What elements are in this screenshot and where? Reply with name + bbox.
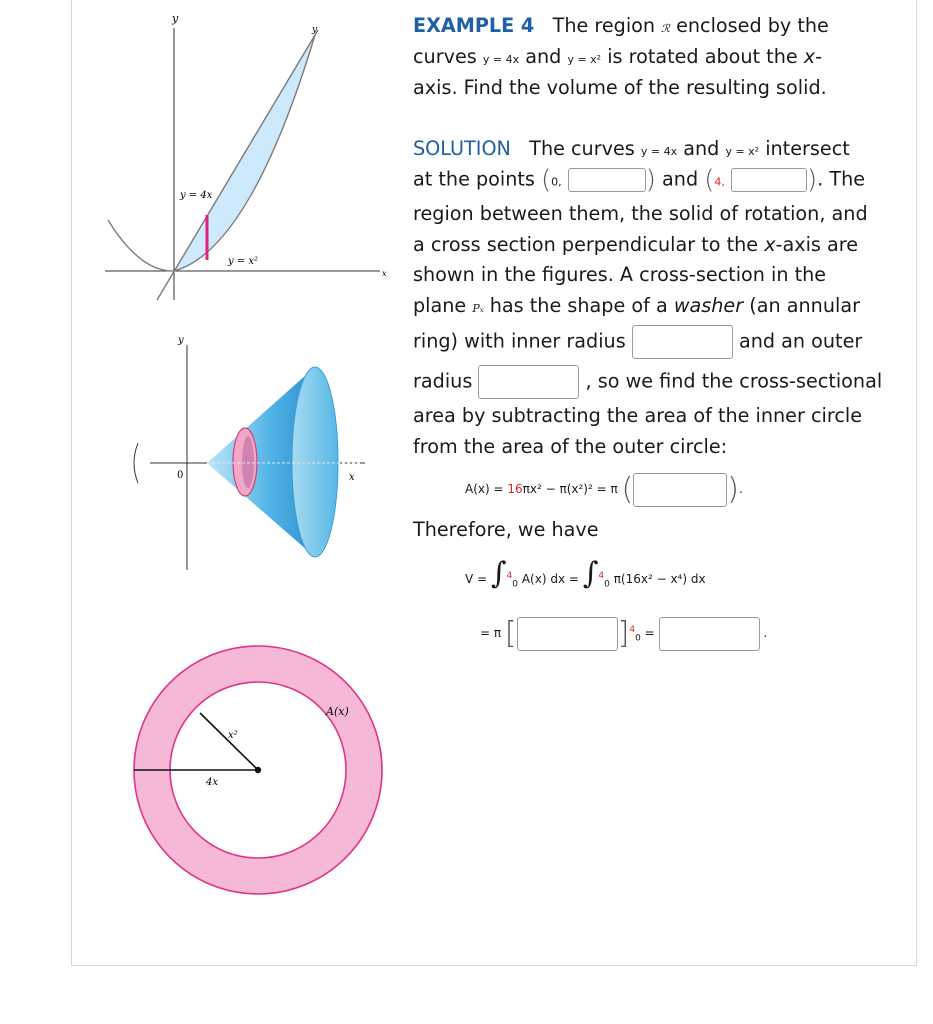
- sol-text: from the area of the outer circle:: [413, 435, 728, 458]
- point2-x: 4,: [714, 175, 725, 189]
- sol-text: intersect: [765, 137, 850, 160]
- top-tick-label: y: [312, 25, 318, 35]
- inner-radius-label: x²: [228, 730, 238, 741]
- plane-symbol: Pₓ: [472, 302, 484, 315]
- example-line-2: [413, 45, 822, 68]
- example-line-3: [413, 76, 827, 99]
- sol-text: radius: [413, 369, 473, 393]
- area-label: A(x): [326, 705, 349, 718]
- solution-line-5: [413, 263, 826, 286]
- vol-lhs: V =: [465, 572, 488, 586]
- solution-line-7: [413, 325, 862, 359]
- sol-text: area by subtracting the area of the inner circle: [413, 404, 863, 427]
- curves-word: curves: [413, 45, 477, 68]
- volume-equation: V = ∫$^4_0$ A(x) dx = ∫$^4_0$ π(16x² − x⁴) dx: [465, 556, 706, 591]
- origin-label: 0: [177, 470, 184, 481]
- sol-text: shown in the figures. A cross-section in the: [413, 263, 827, 286]
- solution-line-2: at the points (0, ) and (4, ). The: [413, 165, 866, 195]
- sol-text: region between them, the solid of rotation, and: [413, 202, 868, 225]
- solution-line-3: [413, 202, 868, 225]
- antiderivative-input[interactable]: [517, 617, 618, 651]
- sol-text: , so we find the cross-sectional: [585, 369, 883, 393]
- sol-text: at the points: [413, 167, 535, 191]
- therefore-line: [413, 518, 599, 541]
- period: .: [763, 626, 768, 640]
- eq-sign: =: [644, 626, 655, 640]
- parabola-label: y = x²: [228, 256, 259, 267]
- y-axis-label: y: [178, 335, 184, 346]
- solution-line-6: [413, 294, 860, 317]
- sol-text: . The: [817, 167, 866, 191]
- washer-word: washer: [673, 294, 744, 317]
- integrand1: A(x) dx =: [521, 572, 579, 586]
- sol-text: has the shape of a: [489, 294, 668, 317]
- point1-x: 0,: [551, 175, 562, 189]
- cone-cap: [292, 367, 338, 557]
- curve1-eq: y = 4x: [482, 53, 520, 66]
- hyphen: -: [815, 45, 823, 68]
- int-upper: 4: [598, 571, 605, 581]
- center-point: [255, 767, 261, 773]
- curve2-eq: y = x²: [725, 145, 760, 158]
- eval-lower: 0: [635, 633, 641, 644]
- point1-y-input[interactable]: [568, 168, 646, 192]
- sol-text: plane: [413, 294, 467, 317]
- area-coef: 16: [507, 482, 523, 496]
- point2-y-input[interactable]: [731, 168, 807, 192]
- int-lower: 0: [604, 579, 610, 590]
- sol-text: and an outer: [738, 329, 863, 353]
- x-var: x: [803, 45, 816, 68]
- outer-radius-label: 4x: [206, 777, 219, 788]
- rotated-text: is rotated about the: [607, 45, 798, 68]
- evaluation-equation: = π [ ]$^4_0$ = .: [480, 616, 768, 651]
- intro-text-4: axis. Find the volume of the resulting solid.: [413, 76, 827, 99]
- curve1-eq: y = 4x: [640, 145, 678, 158]
- solution-label: SOLUTION: [413, 137, 511, 160]
- sol-text: and: [662, 167, 699, 191]
- solid-figure: [120, 325, 380, 585]
- int-upper: 4: [506, 571, 513, 581]
- sol-text: (an annular: [749, 294, 860, 317]
- area-lhs: A(x) =: [465, 482, 504, 496]
- area-input[interactable]: [633, 473, 727, 507]
- area-mid: πx² − π(x²)² = π: [522, 482, 618, 496]
- sol-text: ring) with inner radius: [413, 329, 626, 353]
- rotation-arrow: [134, 443, 138, 483]
- washer-figure: [120, 630, 400, 910]
- x-axis-label: x: [349, 472, 355, 483]
- example-line-1: [413, 14, 829, 37]
- inner-radius-input[interactable]: [632, 325, 733, 359]
- line-label: y = 4x: [180, 190, 213, 201]
- sol-text: -axis are: [775, 233, 859, 256]
- solution-line-4: [413, 233, 858, 256]
- x-var: x: [764, 233, 776, 256]
- int-lower: 0: [512, 579, 519, 590]
- region-figure: [100, 10, 390, 320]
- integrand2: π(16x² − x⁴) dx: [613, 572, 706, 586]
- solution-line-10: [413, 435, 727, 458]
- solution-line-1: [413, 137, 850, 160]
- volume-answer-input[interactable]: [659, 617, 760, 651]
- sol-text: a cross section perpendicular to the: [413, 233, 759, 256]
- sol-text: The curves: [529, 137, 635, 160]
- washer-hole: [242, 436, 254, 488]
- example-label: EXAMPLE 4: [413, 14, 535, 37]
- y-axis-label: y: [172, 12, 179, 25]
- curve2-eq: y = x²: [567, 53, 602, 66]
- intro-text-2: enclosed by the: [676, 14, 829, 37]
- intro-text: The region: [552, 14, 656, 37]
- therefore-text: Therefore, we have: [413, 518, 599, 541]
- solution-line-9: [413, 404, 862, 427]
- eval-upper: 4: [629, 625, 636, 635]
- area-equation: A(x) = 16πx² − π(x²)² = π ( ).: [465, 472, 743, 507]
- solution-line-8: [413, 365, 882, 399]
- vol-eq2: = π: [480, 626, 502, 640]
- and-word: and: [525, 45, 562, 68]
- region-symbol: ℛ: [661, 22, 670, 35]
- outer-radius-input[interactable]: [478, 365, 579, 399]
- x-axis-label: x: [382, 269, 387, 278]
- sol-text: and: [683, 137, 720, 160]
